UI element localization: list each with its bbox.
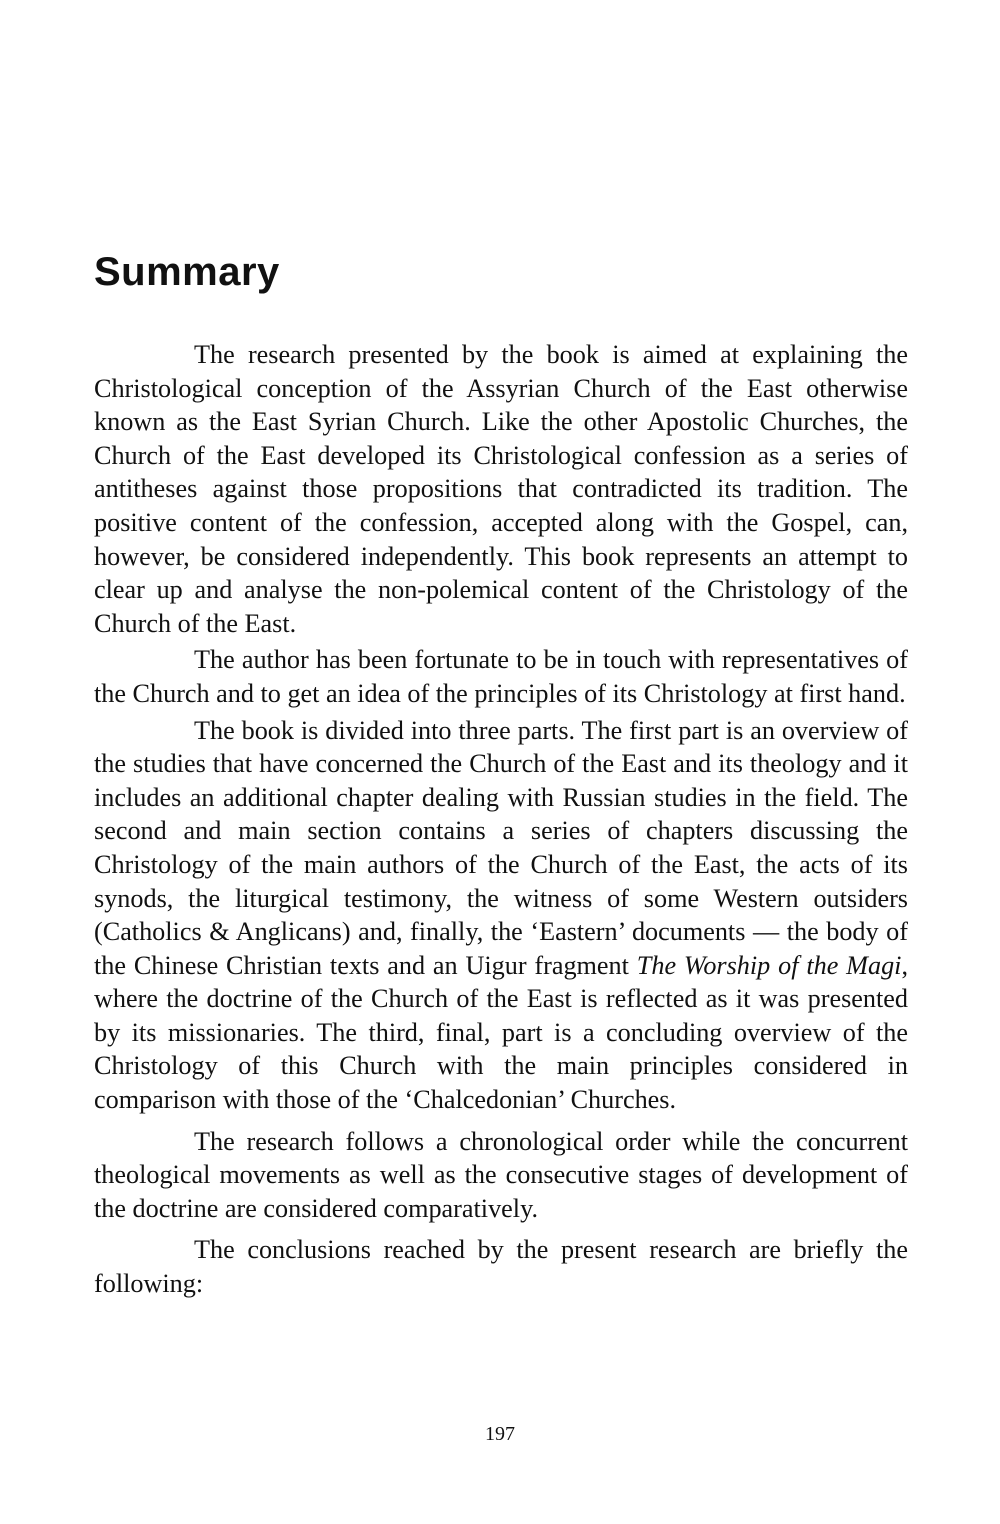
page-title: Summary [94, 250, 280, 294]
summary-body [94, 338, 908, 1301]
paragraph-3-text-after: , where the doctrine of the Church of the East is reflected as it was presented by its missionaries. The third, final, part is a concluding overview of the Christology of this Church with the main principles considered in comparison with those of the ‘Chalcedonian’ Churches. [94, 950, 908, 1115]
paragraph-3-text-before: The book is divided into three parts. The first part is an overview of the studies that have concerned the Church of the East and its theology and it includes an additional chapter dealing with Russian studies in the field. The second and main section contains a series of chapters discussing the Christology of the main authors of the Church of the East, the acts of its synods, the liturgical testimony, the witness of some Western outsiders (Catholics & Anglicans) and, finally, the ‘Eastern’ documents — the body of the Chinese Christian texts and an Uigur fragment [94, 715, 908, 980]
work-title-italic: The Worship of the Magi [636, 950, 902, 980]
paragraph-1: The research presented by the book is aimed at explaining the Christological conception of the Assyrian Church of the East otherwise known as the East Syrian Church. Like the other Apostolic Churches, the Church of the East developed its Christological confession as a series of antitheses against those propositions that contradicted its tradition. The positive content of the confession, accepted along with the Gospel, can, however, be considered independently. This book represents an attempt to clear up and analyse the non-polemical content of the Christology of the Church of the East. [94, 340, 908, 638]
paragraph-3 [94, 714, 908, 1117]
paragraph-2: The author has been fortunate to be in touch with representatives of the Church and to get an idea of the principles of its Christology at first hand. [94, 645, 908, 708]
page-number: 197 [485, 1423, 515, 1445]
paragraph-4: The research follows a chronological order while the concurrent theological movements as well as the consecutive stages of development of the doctrine are considered comparatively. [94, 1126, 908, 1223]
paragraph-5: The conclusions reached by the present research are briefly the following: [94, 1235, 908, 1299]
